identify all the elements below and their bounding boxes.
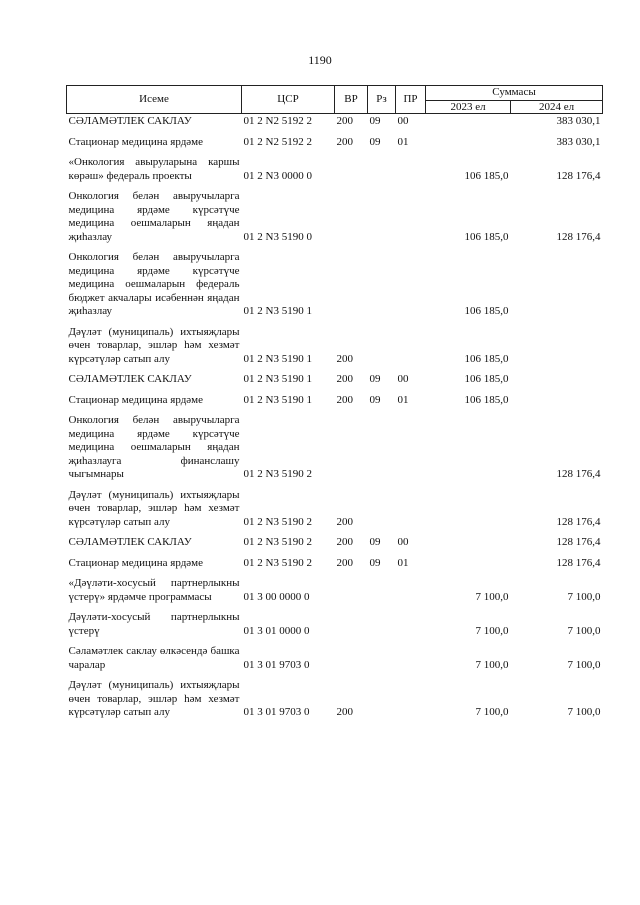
table-row [67,576,603,606]
table-row [67,372,603,389]
table-row [67,114,603,131]
row-pr-code [396,413,426,484]
header-pr: ПР [396,86,426,114]
row-name: Онкология белән авыручыларга медицина ярдәме күрсәтүче медицина оешмаларын яңадан җиһазлау [68,190,240,243]
row-name: СӘЛАМӘТЛЕК САКЛАУ [68,536,192,548]
row-pr-code: 00 [397,373,409,385]
row-amount-2023 [426,535,511,552]
row-rz-code [368,155,396,185]
row-name: Дәүләт (муниципаль) ихтыяҗлары өчен товарлар, эшләр һәм хезмәт күрсәтүләр сатып алу [68,679,240,718]
row-csr-code: 01 2 N3 5190 0 [243,230,312,243]
row-amount-2024: 7 100,0 [567,590,601,603]
table-header [67,86,603,114]
row-csr-code: 01 2 N3 5190 2 [243,556,312,569]
row-amount-2023 [426,413,511,484]
row-csr-code: 01 2 N3 5190 2 [243,515,312,528]
row-pr-code [396,678,426,722]
table-row [67,488,603,532]
row-amount-2024: 383 030,1 [556,135,601,148]
table-row [67,325,603,369]
table-row [67,189,603,246]
row-vr-code [335,155,368,185]
row-csr-code: 01 2 N2 5192 2 [243,115,312,127]
row-rz-code [368,488,396,532]
row-amount-2024 [511,250,603,321]
row-csr-code: 01 2 N3 5190 1 [243,373,312,385]
row-vr-code: 200 [336,373,353,385]
row-rz-code [368,413,396,484]
row-vr-code: 200 [336,556,353,569]
row-name: Дәүләти-хосусый партнерлыкны үстерү [68,611,240,637]
row-vr-code: 200 [336,115,353,127]
row-name: СӘЛАМӘТЛЕК САКЛАУ [68,373,192,385]
row-pr-code [396,576,426,606]
row-amount-2023: 7 100,0 [475,658,509,671]
row-vr-code [335,610,368,640]
row-amount-2023: 106 185,0 [464,393,509,406]
row-rz-code [368,678,396,722]
row-amount-2023: 106 185,0 [464,230,509,243]
table-row [67,250,603,321]
row-csr-code: 01 3 01 9703 0 [243,658,310,671]
table-body [67,114,603,726]
row-pr-code: 01 [397,556,409,569]
row-amount-2023: 7 100,0 [475,706,509,718]
row-vr-code: 200 [336,515,353,528]
header-sums: Суммасы [426,86,603,101]
row-csr-code: 01 3 00 0000 0 [243,590,310,603]
row-pr-code: 00 [397,115,409,127]
row-rz-code: 09 [369,373,381,385]
row-amount-2023 [426,556,511,573]
table-row [67,678,603,722]
row-amount-2024: 7 100,0 [567,658,601,671]
row-amount-2023 [426,488,511,532]
row-amount-2024 [511,393,603,410]
table-row [67,393,603,410]
row-name: Стационар медицина ярдәме [68,556,204,569]
row-csr-code: 01 2 N3 5190 1 [243,305,312,317]
row-vr-code [335,413,368,484]
row-vr-code: 200 [336,393,353,406]
row-pr-code: 01 [397,393,409,406]
table-row [67,610,603,640]
table-row [67,135,603,152]
row-pr-code [396,644,426,674]
row-amount-2024: 383 030,1 [556,115,601,127]
row-amount-2024: 128 176,4 [556,556,601,569]
row-amount-2023: 7 100,0 [475,624,509,637]
row-name: «Онкология авыруларына каршы көрәш» федераль проекты [68,156,240,182]
row-amount-2024: 128 176,4 [556,536,601,548]
row-name: Стационар медицина ярдәме [68,393,204,406]
row-pr-code: 00 [397,536,409,548]
row-vr-code [335,250,368,321]
row-csr-code: 01 2 N3 5190 1 [243,352,312,365]
row-name: «Дәүләти-хосусый партнерлыкны үстерү» ярдәмче программасы [68,577,240,603]
header-csr: ЦСР [242,86,335,114]
row-vr-code: 200 [336,536,353,548]
row-rz-code: 09 [369,536,381,548]
row-amount-2024: 7 100,0 [567,624,601,637]
row-csr-code: 01 2 N3 0000 0 [243,169,312,182]
row-amount-2024: 128 176,4 [556,169,601,182]
row-csr-code: 01 2 N3 5190 2 [243,536,312,548]
table-row [67,413,603,484]
row-pr-code [396,155,426,185]
row-amount-2024: 128 176,4 [556,230,601,243]
row-amount-2023 [426,135,511,152]
row-pr-code [396,250,426,321]
row-rz-code [368,576,396,606]
page-number: 1190 [308,53,332,67]
budget-table [66,85,603,726]
table-row [67,535,603,552]
row-amount-2023 [426,114,511,131]
row-vr-code [335,189,368,246]
row-amount-2023: 106 185,0 [464,169,509,182]
row-rz-code: 09 [369,115,381,127]
table-row [67,155,603,185]
row-vr-code: 200 [336,706,353,718]
row-amount-2023: 106 185,0 [464,305,509,317]
row-spacer [67,722,603,726]
row-amount-2024: 128 176,4 [556,515,601,528]
row-pr-code [396,610,426,640]
row-rz-code [368,610,396,640]
row-rz-code [368,189,396,246]
row-csr-code: 01 2 N2 5192 2 [243,135,312,148]
row-name: Сәламәтлек саклау өлкәсендә башка чаралар [68,645,240,671]
row-pr-code: 01 [397,135,409,148]
row-csr-code: 01 3 01 0000 0 [243,624,310,637]
row-amount-2024 [511,325,603,369]
row-rz-code [368,250,396,321]
row-amount-2023: 106 185,0 [464,352,509,365]
row-name: Онкология белән авыручыларга медицина ярдәме күрсәтүче медицина оешмаларын яңадан җиһазлауга финанслашу чыгымнары [68,414,240,480]
row-rz-code [368,325,396,369]
header-year-2023: 2023 ел [426,101,511,114]
row-amount-2024: 7 100,0 [567,706,601,718]
row-amount-2023: 106 185,0 [464,373,509,385]
row-rz-code: 09 [369,135,381,148]
header-name: Исеме [67,86,242,114]
row-pr-code [396,189,426,246]
row-amount-2024: 128 176,4 [556,468,601,480]
row-csr-code: 01 3 01 9703 0 [243,706,310,718]
table-row [67,644,603,674]
header-year-2024: 2024 ел [511,101,603,114]
row-csr-code: 01 2 N3 5190 1 [243,393,312,406]
row-vr-code: 200 [336,352,353,365]
table-row [67,556,603,573]
row-rz-code [368,644,396,674]
row-rz-code: 09 [369,393,381,406]
header-vr: ВР [335,86,368,114]
row-name: Дәүләт (муниципаль) ихтыяҗлары өчен товарлар, эшләр һәм хезмәт күрсәтүләр сатып алу [68,325,240,365]
row-name: Онкология белән авыручыларга медицина ярдәме күрсәтүче медицина оешмаларын федераль бюджет акчалары исәбеннән яңадан җиһазлау [68,251,240,317]
row-spacer-cell [67,722,603,726]
row-rz-code: 09 [369,556,381,569]
row-amount-2023: 7 100,0 [475,590,509,603]
row-name: Дәүләт (муниципаль) ихтыяҗлары өчен товарлар, эшләр һәм хезмәт күрсәтүләр сатып алу [68,488,240,528]
row-pr-code [396,488,426,532]
row-vr-code [335,576,368,606]
row-amount-2024 [511,372,603,389]
row-pr-code [396,325,426,369]
header-rz: Рз [368,86,396,114]
row-name: СӘЛАМӘТЛЕК САКЛАУ [68,115,192,127]
row-vr-code: 200 [336,135,353,148]
row-vr-code [335,644,368,674]
row-csr-code: 01 2 N3 5190 2 [243,468,312,480]
row-name: Стационар медицина ярдәме [68,135,204,148]
